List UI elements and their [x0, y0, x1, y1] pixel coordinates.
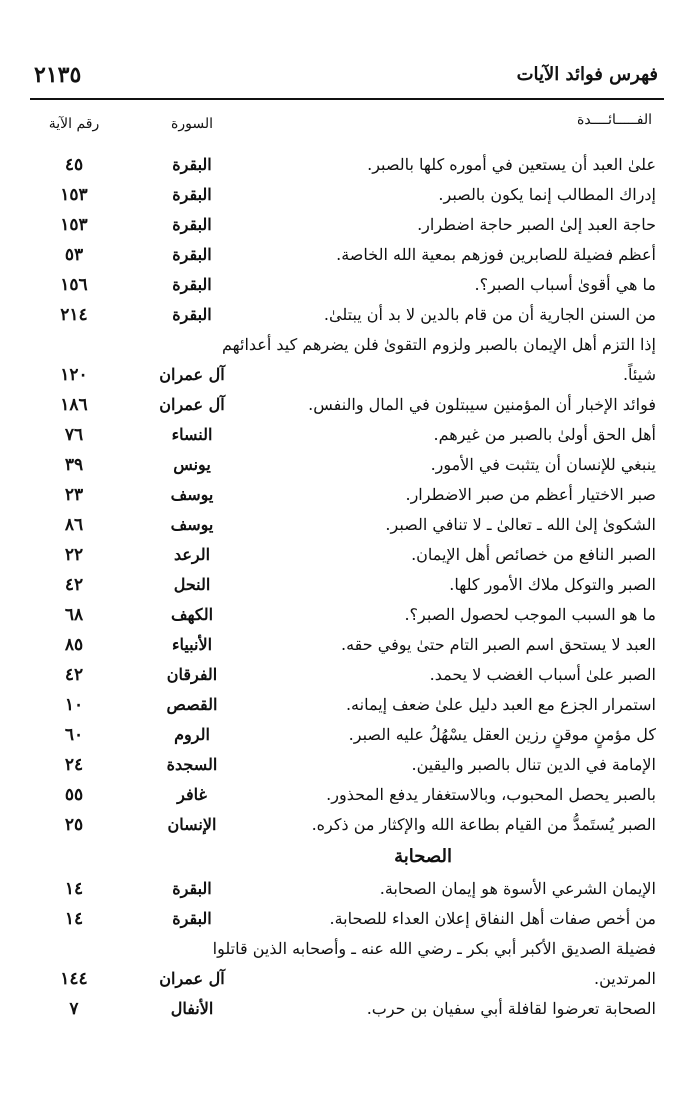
- surah-name: البقرة: [172, 879, 212, 898]
- verse-number: ٣٩: [64, 455, 84, 475]
- table-row: [30, 690, 664, 720]
- table-row: [30, 570, 664, 600]
- table-row: [30, 300, 664, 330]
- table-row: [30, 330, 664, 390]
- benefit-text: ما هو السبب الموجب لحصول الصبر؟.: [404, 605, 656, 624]
- benefit-text: أعظم فضيلة للصابرين فوزهم بمعية الله الخاصة.: [336, 245, 656, 264]
- benefit-text: الصبر علىٰ أسباب الغضب لا يحمد.: [429, 665, 656, 684]
- column-header-benefit: الفـــــائــــدة: [577, 112, 652, 128]
- surah-name: البقرة: [172, 909, 212, 928]
- surah-name: آل عمران: [159, 365, 225, 384]
- verse-number: ٢٢: [64, 545, 84, 565]
- table-row: [30, 420, 664, 450]
- benefit-text: ينبغي للإنسان أن يتثبت في الأمور.: [430, 455, 656, 474]
- table-row: [30, 450, 664, 480]
- surah-name: البقرة: [172, 155, 212, 174]
- surah-name: البقرة: [172, 245, 212, 264]
- surah-name: غافر: [177, 785, 207, 804]
- verse-number: ١٤٤: [60, 969, 88, 989]
- verse-number: ٢٥: [64, 815, 84, 835]
- benefit-text: الصحابة تعرضوا لقافلة أبي سفيان بن حرب.: [366, 999, 656, 1018]
- benefit-text: علىٰ العبد أن يستعين في أموره كلها بالصبر.: [367, 155, 656, 174]
- surah-name: القصص: [166, 695, 218, 714]
- verse-number: ١٢٠: [60, 365, 88, 385]
- verse-number: ٢٣: [64, 485, 84, 505]
- column-header-verse: رقم الآية: [48, 116, 100, 132]
- verse-number: ٥٥: [64, 785, 84, 805]
- surah-name: يونس: [173, 455, 211, 474]
- table-row: [30, 150, 664, 180]
- surah-name: البقرة: [172, 215, 212, 234]
- benefit-text: كل مؤمنٍ موقنٍ رزين العقل يسْهُلُ عليه الصبر.: [348, 725, 656, 744]
- benefit-text: الإمامة في الدين تنال بالصبر واليقين.: [411, 755, 656, 774]
- surah-name: آل عمران: [159, 395, 225, 414]
- table-row: [30, 750, 664, 780]
- table-row: [30, 994, 664, 1024]
- table-row: [30, 240, 664, 270]
- verse-number: ٤٢: [64, 575, 84, 595]
- table-row: [30, 810, 664, 840]
- index-table: [30, 150, 664, 1024]
- section-heading: الصحابة: [394, 846, 452, 867]
- verse-number: ٢١٤: [60, 305, 88, 325]
- verse-number: ٤٢: [64, 665, 84, 685]
- table-row: [30, 510, 664, 540]
- benefit-text: أهل الحق أولىٰ بالصبر من غيرهم.: [433, 425, 656, 444]
- surah-name: البقرة: [172, 275, 212, 294]
- page-title: فهرس فوائد الآيات: [516, 64, 658, 85]
- verse-number: ٤٥: [64, 155, 84, 175]
- verse-number: ١٤: [64, 879, 84, 899]
- surah-name: البقرة: [172, 185, 212, 204]
- surah-name: النحل: [173, 575, 211, 594]
- table-row: [30, 540, 664, 570]
- verse-number: ٨٦: [64, 515, 84, 535]
- surah-name: يوسف: [170, 515, 214, 534]
- benefit-text: من السنن الجارية أن من قام بالدين لا بد أن يبتلىٰ.: [323, 305, 656, 324]
- verse-number: ١٤: [64, 909, 84, 929]
- verse-number: ٢٤: [64, 755, 84, 775]
- benefit-text: إذا التزم أهل الإيمان بالصبر ولزوم التقوىٰ فلن يضرهم كيد أعدائهم شيئاً.: [221, 335, 656, 384]
- benefit-text: فوائد الإخبار أن المؤمنين سيبتلون في المال والنفس.: [308, 395, 656, 414]
- table-row: [30, 480, 664, 510]
- table-row: [30, 720, 664, 750]
- verse-number: ٦٨: [64, 605, 84, 625]
- benefit-text: حاجة العبد إلىٰ الصبر حاجة اضطرار.: [417, 215, 656, 234]
- surah-name: الفرقان: [166, 665, 218, 684]
- column-header-surah: السورة: [171, 116, 213, 132]
- surah-name: الكهف: [170, 605, 214, 624]
- benefit-text: استمرار الجزع مع العبد دليل علىٰ ضعف إيمانه.: [345, 695, 656, 714]
- table-row: [30, 630, 664, 660]
- surah-name: الأنبياء: [171, 635, 213, 654]
- benefit-text: الشكوىٰ إلىٰ الله ـ تعالىٰ ـ لا تنافي الصبر.: [385, 515, 656, 534]
- benefit-text: الصبر والتوكل ملاك الأمور كلها.: [449, 575, 656, 594]
- benefit-text: ما هي أقوىٰ أسباب الصبر؟.: [474, 275, 656, 294]
- table-row: [30, 270, 664, 300]
- verse-number: ١٥٣: [60, 185, 88, 205]
- surah-name: الإنسان: [167, 815, 217, 834]
- table-row: [30, 660, 664, 690]
- benefit-text: إدراك المطالب إنما يكون بالصبر.: [438, 185, 656, 204]
- verse-number: ٥٣: [64, 245, 84, 265]
- surah-name: الأنفال: [170, 999, 214, 1018]
- benefit-text: صبر الاختيار أعظم من صبر الاضطرار.: [405, 485, 656, 504]
- page-number: ٢١٣٥: [34, 62, 82, 88]
- verse-number: ٧٦: [64, 425, 84, 445]
- table-row: [30, 390, 664, 420]
- surah-name: النساء: [171, 425, 213, 444]
- benefit-text: الصبر النافع من خصائص أهل الإيمان.: [411, 545, 656, 564]
- verse-number: ٨٥: [64, 635, 84, 655]
- surah-name: البقرة: [172, 305, 212, 324]
- table-row: [30, 210, 664, 240]
- verse-number: ١٥٦: [60, 275, 88, 295]
- table-row: [30, 934, 664, 994]
- table-row: [30, 780, 664, 810]
- benefit-text: الإيمان الشرعي الأسوة هو إيمان الصحابة.: [379, 879, 656, 898]
- verse-number: ٧: [69, 999, 79, 1019]
- verse-number: ١٠: [64, 695, 84, 715]
- surah-name: الروم: [174, 725, 210, 744]
- surah-name: آل عمران: [159, 969, 225, 988]
- benefit-text: فضيلة الصديق الأكبر أبي بكر ـ رضي الله عنه ـ وأصحابه الذين قاتلوا المرتدين.: [212, 939, 656, 988]
- surah-name: السجدة: [166, 755, 218, 774]
- benefit-text: من أخص صفات أهل النفاق إعلان العداء للصحابة.: [329, 909, 656, 928]
- benefit-text: بالصبر يحصل المحبوب، وبالاستغفار يدفع المحذور.: [326, 785, 656, 804]
- surah-name: الرعد: [173, 545, 211, 564]
- page-header: [30, 58, 664, 100]
- benefit-text: العبد لا يستحق اسم الصبر التام حتىٰ يوفي حقه.: [341, 635, 656, 654]
- table-row: [30, 600, 664, 630]
- verse-number: ٦٠: [64, 725, 84, 745]
- table-row: [30, 180, 664, 210]
- verse-number: ١٨٦: [60, 395, 88, 415]
- table-row: [30, 874, 664, 904]
- verse-number: ١٥٣: [60, 215, 88, 235]
- benefit-text: الصبر يُستَمدُّ من القيام بطاعة الله والإكثار من ذكره.: [311, 815, 656, 834]
- surah-name: يوسف: [170, 485, 214, 504]
- table-row: [30, 904, 664, 934]
- column-headers: [30, 112, 664, 142]
